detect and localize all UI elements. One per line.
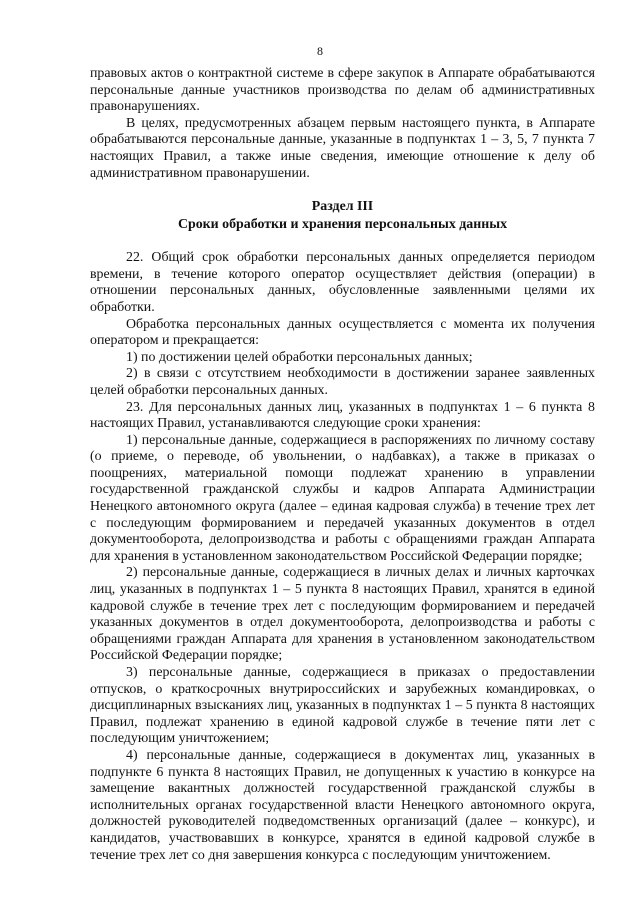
paragraph-continuation: правовых актов о контрактной системе в сфере закупок в Аппарате обрабатываются персональные данные участников производства по делам об административных правонарушениях. bbox=[90, 66, 595, 115]
paragraph-item-23: 23. Для персональных данных лиц, указанных в подпунктах 1 – 6 пункта 8 настоящих Правил, устанавливаются следующие сроки хранения: bbox=[90, 399, 595, 432]
section-subtitle: Сроки обработки и хранения персональных данных bbox=[177, 217, 508, 233]
list-item: 3) персональные данные, содержащиеся в приказах о предоставлении отпусков, о краткосрочных внутрироссийских и зарубежных командировках, о дисциплинарных взысканиях лиц, указанных в подпунктах 1 – 5 пункта 8 настоящих Правил, подлежат хранению в единой кадровой службе в течение пяти лет с последующим уничтожением; bbox=[90, 665, 595, 747]
document-body bbox=[90, 66, 595, 864]
paragraph-item-22: 22. Общий срок обработки персональных данных определяется периодом времени, в течение которого оператор осуществляет действия (операции) в отношении персональных данных, обусловленные заявленными целями их обработки. bbox=[90, 250, 595, 315]
list-item: 1) по достижении целей обработки персональных данных; bbox=[126, 349, 473, 365]
paragraph-processing: Обработка персональных данных осуществляется с момента их получения оператором и прекращается: bbox=[90, 316, 595, 349]
section-title: Раздел III bbox=[311, 199, 374, 215]
section-heading bbox=[90, 198, 595, 234]
list-item: 2) персональные данные, содержащиеся в личных делах и личных карточках лиц, указанных в подпунктах 1 – 5 пункта 8 настоящих Правил, хранятся в единой кадровой службе в течение трех лет с последующим формированием и передачей указанных документов в отдел документооборота, делопроизводства и работы с обращениями граждан Аппарата для хранения в установленном законодательством Российской Федерации порядке; bbox=[90, 565, 595, 664]
list-item: 2) в связи с отсутствием необходимости в достижении заранее заявленных целей обработки персональных данных. bbox=[90, 366, 595, 398]
page-number: 8 bbox=[317, 44, 323, 58]
list-item: 1) персональные данные, содержащиеся в распоряжениях по личному составу (о приеме, о переводе, об увольнении, о надбавках), а также в приказах о поощрениях, материальной помощи подлежат хранению в управлении государственной гражданской службы и кадров Аппарата Администрации Ненецкого автономного округа (далее – единая кадровая служба) в течение трех лет с последующим формированием и передачей указанных документов в отдел документооборота, делопроизводства и работы с обращениями граждан Аппарата для хранения в установленном законодательством Российской Федерации порядке; bbox=[90, 432, 595, 564]
paragraph-purpose: В целях, предусмотренных абзацем первым настоящего пункта, в Аппарате обрабатываются персональные данные, указанные в подпунктах 1 – 3, 5, 7 пункта 7 настоящих Правил, а также иные сведения, имеющие отношение к делу об административном правонарушении. bbox=[90, 115, 595, 181]
list-item: 4) персональные данные, содержащиеся в документах лиц, указанных в подпункте 6 пункта 8 настоящих Правил, не допущенных к участию в конкурсе на замещение вакантных должностей государственной гражданской службы в исполнительных органах государственной власти Ненецкого автономного округа, должностей руководителей подведомственных организаций (далее – конкурс), и кандидатов, участвовавших в конкурсе, хранятся в единой кадровой службе в течение трех лет со дня завершения конкурса с последующим уничтожением. bbox=[90, 747, 595, 863]
